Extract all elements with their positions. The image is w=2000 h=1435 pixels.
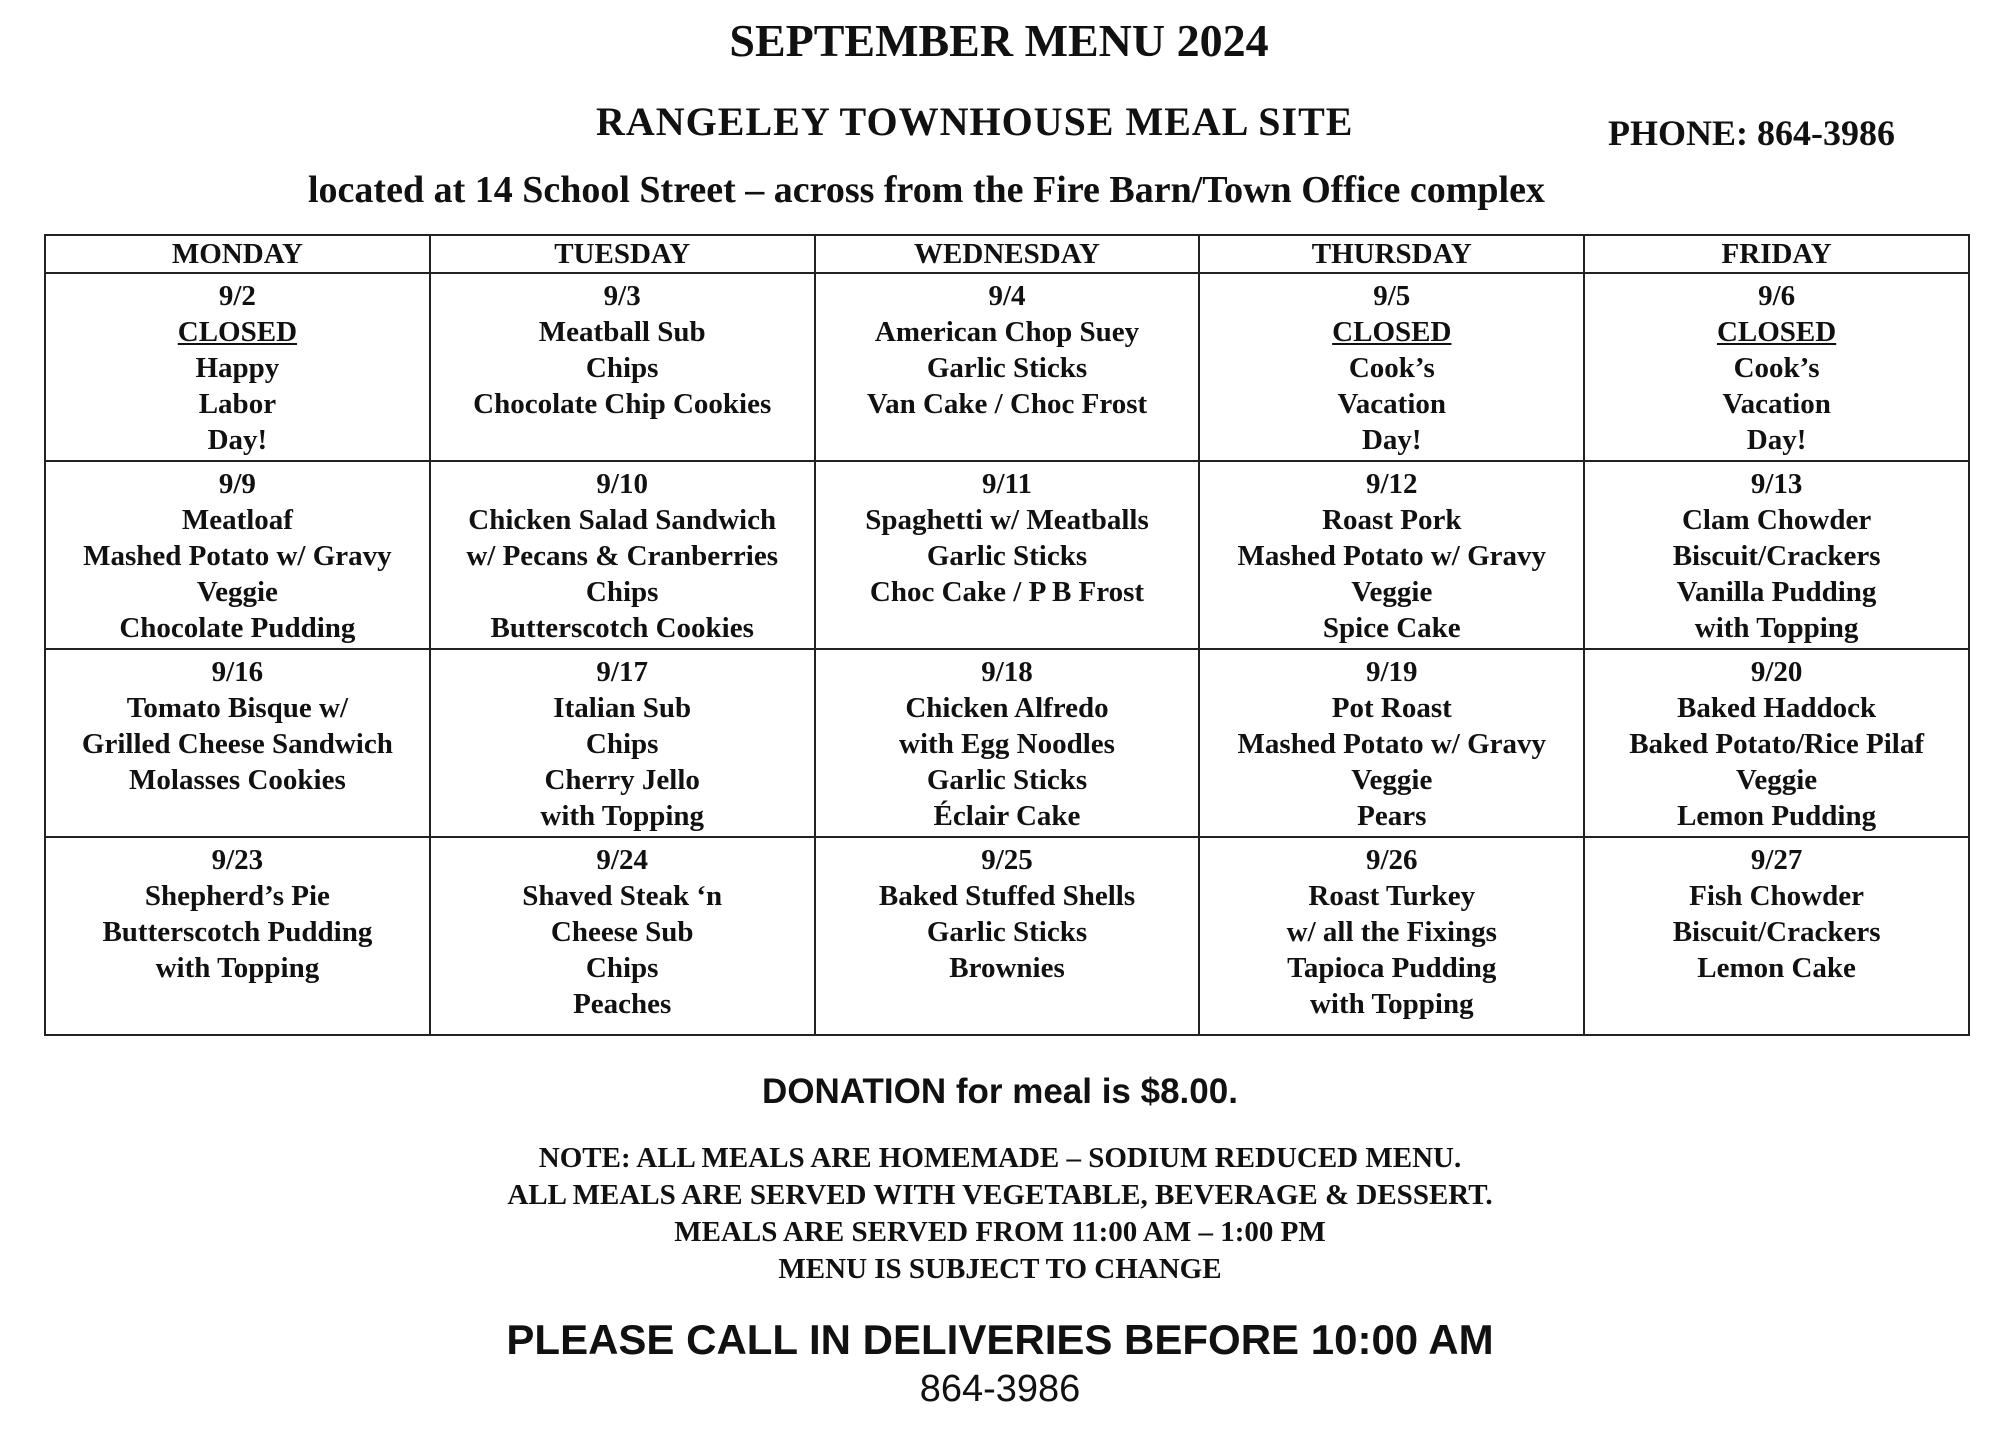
menu-item: Garlic Sticks [926, 352, 1088, 384]
menu-date: 9/17 [596, 656, 648, 688]
menu-item: Choc Cake / P B Frost [869, 576, 1145, 608]
menu-item: Chips [585, 352, 659, 384]
menu-date: 9/27 [1750, 844, 1803, 876]
site-phone: PHONE: 864-3986 [1608, 113, 1895, 153]
menu-date: 9/25 [981, 844, 1033, 876]
menu-date: 9/5 [1373, 280, 1411, 312]
notes-block [0, 1140, 2000, 1288]
menu-day-cell [815, 837, 1200, 1035]
note-line: NOTE: ALL MEALS ARE HOMEMADE – SODIUM REDUCED MENU. [538, 1142, 1462, 1174]
donation-text: DONATION for meal is $8.00. [762, 1072, 1238, 1111]
menu-day-cell [1584, 273, 1969, 461]
menu-item: Garlic Sticks [926, 540, 1088, 572]
menu-item: Cheese Sub [550, 916, 694, 948]
menu-body [45, 273, 1969, 1035]
week-row [45, 837, 1969, 1035]
menu-day-cell [45, 837, 430, 1035]
menu-item: Tomato Bisque w/ [126, 692, 349, 724]
menu-item: Chips [585, 728, 659, 760]
menu-date: 9/6 [1758, 280, 1796, 312]
week-row [45, 273, 1969, 461]
day-header-tuesday: TUESDAY [430, 235, 815, 273]
closed-label: CLOSED [1332, 316, 1452, 348]
menu-date: 9/9 [218, 468, 256, 500]
menu-date: 9/18 [981, 656, 1033, 688]
menu-day-cell [815, 273, 1200, 461]
menu-item: Cook’s [1348, 352, 1435, 384]
menu-item: Mashed Potato w/ Gravy [83, 540, 392, 572]
menu-item: Vanilla Pudding [1676, 576, 1877, 608]
menu-item: with Topping [540, 800, 705, 832]
menu-day-cell [430, 837, 815, 1035]
menu-item: Pears [1357, 800, 1427, 832]
deliveries-phone: 864-3986 [919, 1368, 1081, 1410]
menu-item: Molasses Cookies [129, 764, 346, 796]
menu-day-cell [1584, 649, 1969, 837]
menu-day-cell [45, 273, 430, 461]
menu-item: Peaches [573, 988, 672, 1020]
menu-item: Spaghetti w/ Meatballs [865, 504, 1149, 536]
day-header-thursday: THURSDAY [1199, 235, 1584, 273]
menu-date: 9/2 [218, 280, 256, 312]
menu-item: Spice Cake [1322, 612, 1461, 644]
menu-day-cell [815, 649, 1200, 837]
menu-day-cell [430, 649, 815, 837]
menu-date: 9/4 [988, 280, 1026, 312]
menu-day-cell [45, 461, 430, 649]
menu-date: 9/11 [982, 468, 1032, 500]
menu-date: 9/24 [596, 844, 648, 876]
menu-date: 9/20 [1750, 656, 1803, 688]
menu-item: Chocolate Pudding [119, 612, 356, 644]
week-row [45, 461, 1969, 649]
menu-item: Tapioca Pudding [1287, 952, 1497, 984]
menu-item: Roast Turkey [1308, 880, 1476, 912]
menu-item: Chicken Salad Sandwich [468, 504, 777, 536]
menu-item: Veggie [1351, 764, 1433, 796]
day-header-monday: MONDAY [45, 235, 430, 273]
menu-item: Mashed Potato w/ Gravy [1237, 540, 1547, 572]
menu-item: Garlic Sticks [926, 916, 1088, 948]
menu-item: Day! [1361, 424, 1422, 456]
site-location: located at 14 School Street – across from the Fire Barn/Town Office complex [308, 169, 1545, 211]
menu-item: Butterscotch Cookies [490, 612, 754, 644]
menu-item: Clam Chowder [1681, 504, 1872, 536]
menu-item: Veggie [1736, 764, 1818, 796]
deliveries-notice: PLEASE CALL IN DELIVERIES BEFORE 10:00 AM [506, 1316, 1494, 1363]
menu-day-cell [430, 273, 815, 461]
menu-item: Baked Stuffed Shells [878, 880, 1136, 912]
menu-item: Labor [198, 388, 277, 420]
menu-item: Biscuit/Crackers [1672, 540, 1881, 572]
menu-day-cell [1199, 461, 1584, 649]
menu-item: Veggie [1351, 576, 1433, 608]
menu-day-cell [1584, 461, 1969, 649]
page-title: SEPTEMBER MENU 2024 [729, 15, 1269, 66]
menu-item: Éclair Cake [933, 800, 1081, 832]
menu-item: Chips [585, 576, 659, 608]
menu-item: Lemon Cake [1697, 952, 1856, 984]
menu-date: 9/3 [603, 280, 641, 312]
day-header-friday: FRIDAY [1584, 235, 1969, 273]
menu-item: Roast Pork [1322, 504, 1462, 536]
menu-item: Lemon Pudding [1677, 800, 1877, 832]
menu-item: Van Cake / Choc Frost [866, 388, 1148, 420]
menu-item: with Topping [1309, 988, 1474, 1020]
menu-day-cell [1199, 837, 1584, 1035]
menu-item: w/ all the Fixings [1286, 916, 1497, 948]
menu-item: Day! [207, 424, 268, 456]
menu-date: 9/16 [211, 656, 264, 688]
menu-item: American Chop Suey [874, 316, 1140, 348]
menu-item: Italian Sub [553, 692, 692, 724]
closed-label: CLOSED [1716, 316, 1837, 348]
menu-item: Shepherd’s Pie [144, 880, 330, 912]
day-header-row [45, 235, 1969, 273]
menu-date: 9/10 [596, 468, 648, 500]
note-line: MENU IS SUBJECT TO CHANGE [778, 1253, 1222, 1285]
menu-date: 9/19 [1366, 656, 1418, 688]
menu-item: Vacation [1337, 388, 1447, 420]
menu-item: Day! [1746, 424, 1807, 456]
day-header-wednesday: WEDNESDAY [815, 235, 1200, 273]
menu-item: Meatloaf [181, 504, 293, 536]
menu-item: Butterscotch Pudding [102, 916, 373, 948]
menu-day-cell [815, 461, 1200, 649]
menu-date: 9/13 [1750, 468, 1803, 500]
menu-table [44, 234, 1970, 1036]
note-line: MEALS ARE SERVED FROM 11:00 AM – 1:00 PM [674, 1216, 1326, 1248]
menu-item: with Topping [1694, 612, 1859, 644]
menu-date: 9/23 [211, 844, 264, 876]
menu-day-cell [430, 461, 815, 649]
menu-item: Meatball Sub [538, 316, 706, 348]
menu-item: Mashed Potato w/ Gravy [1237, 728, 1547, 760]
menu-item: Biscuit/Crackers [1672, 916, 1881, 948]
menu-day-cell [1584, 837, 1969, 1035]
menu-item: Pot Roast [1331, 692, 1452, 724]
menu-item: Brownies [949, 952, 1065, 984]
menu-day-cell [45, 649, 430, 837]
menu-item: Happy [195, 352, 280, 384]
menu-item: Shaved Steak ‘n [522, 880, 723, 912]
menu-item: Fish Chowder [1689, 880, 1864, 912]
menu-item: Cook’s [1733, 352, 1820, 384]
menu-item: with Egg Noodles [899, 728, 1115, 760]
menu-item: w/ Pecans & Cranberries [466, 540, 779, 572]
menu-item: Garlic Sticks [926, 764, 1088, 796]
menu-item: Grilled Cheese Sandwich [81, 728, 393, 760]
menu-date: 9/12 [1366, 468, 1418, 500]
menu-item: Baked Haddock [1677, 692, 1877, 724]
menu-item: Cherry Jello [544, 764, 700, 796]
menu-item: Chocolate Chip Cookies [473, 388, 772, 420]
menu-item: Chips [585, 952, 659, 984]
menu-date: 9/26 [1366, 844, 1418, 876]
closed-label: CLOSED [177, 316, 298, 348]
week-row [45, 649, 1969, 837]
menu-item: Vacation [1722, 388, 1831, 420]
menu-item: Baked Potato/Rice Pilaf [1629, 728, 1924, 760]
menu-item: Chicken Alfredo [905, 692, 1109, 724]
menu-day-cell [1199, 649, 1584, 837]
site-name: RANGELEY TOWNHOUSE MEAL SITE [596, 99, 1354, 144]
note-line: ALL MEALS ARE SERVED WITH VEGETABLE, BEVERAGE & DESSERT. [507, 1179, 1493, 1211]
menu-day-cell [1199, 273, 1584, 461]
menu-item: Veggie [196, 576, 278, 608]
menu-item: with Topping [155, 952, 320, 984]
